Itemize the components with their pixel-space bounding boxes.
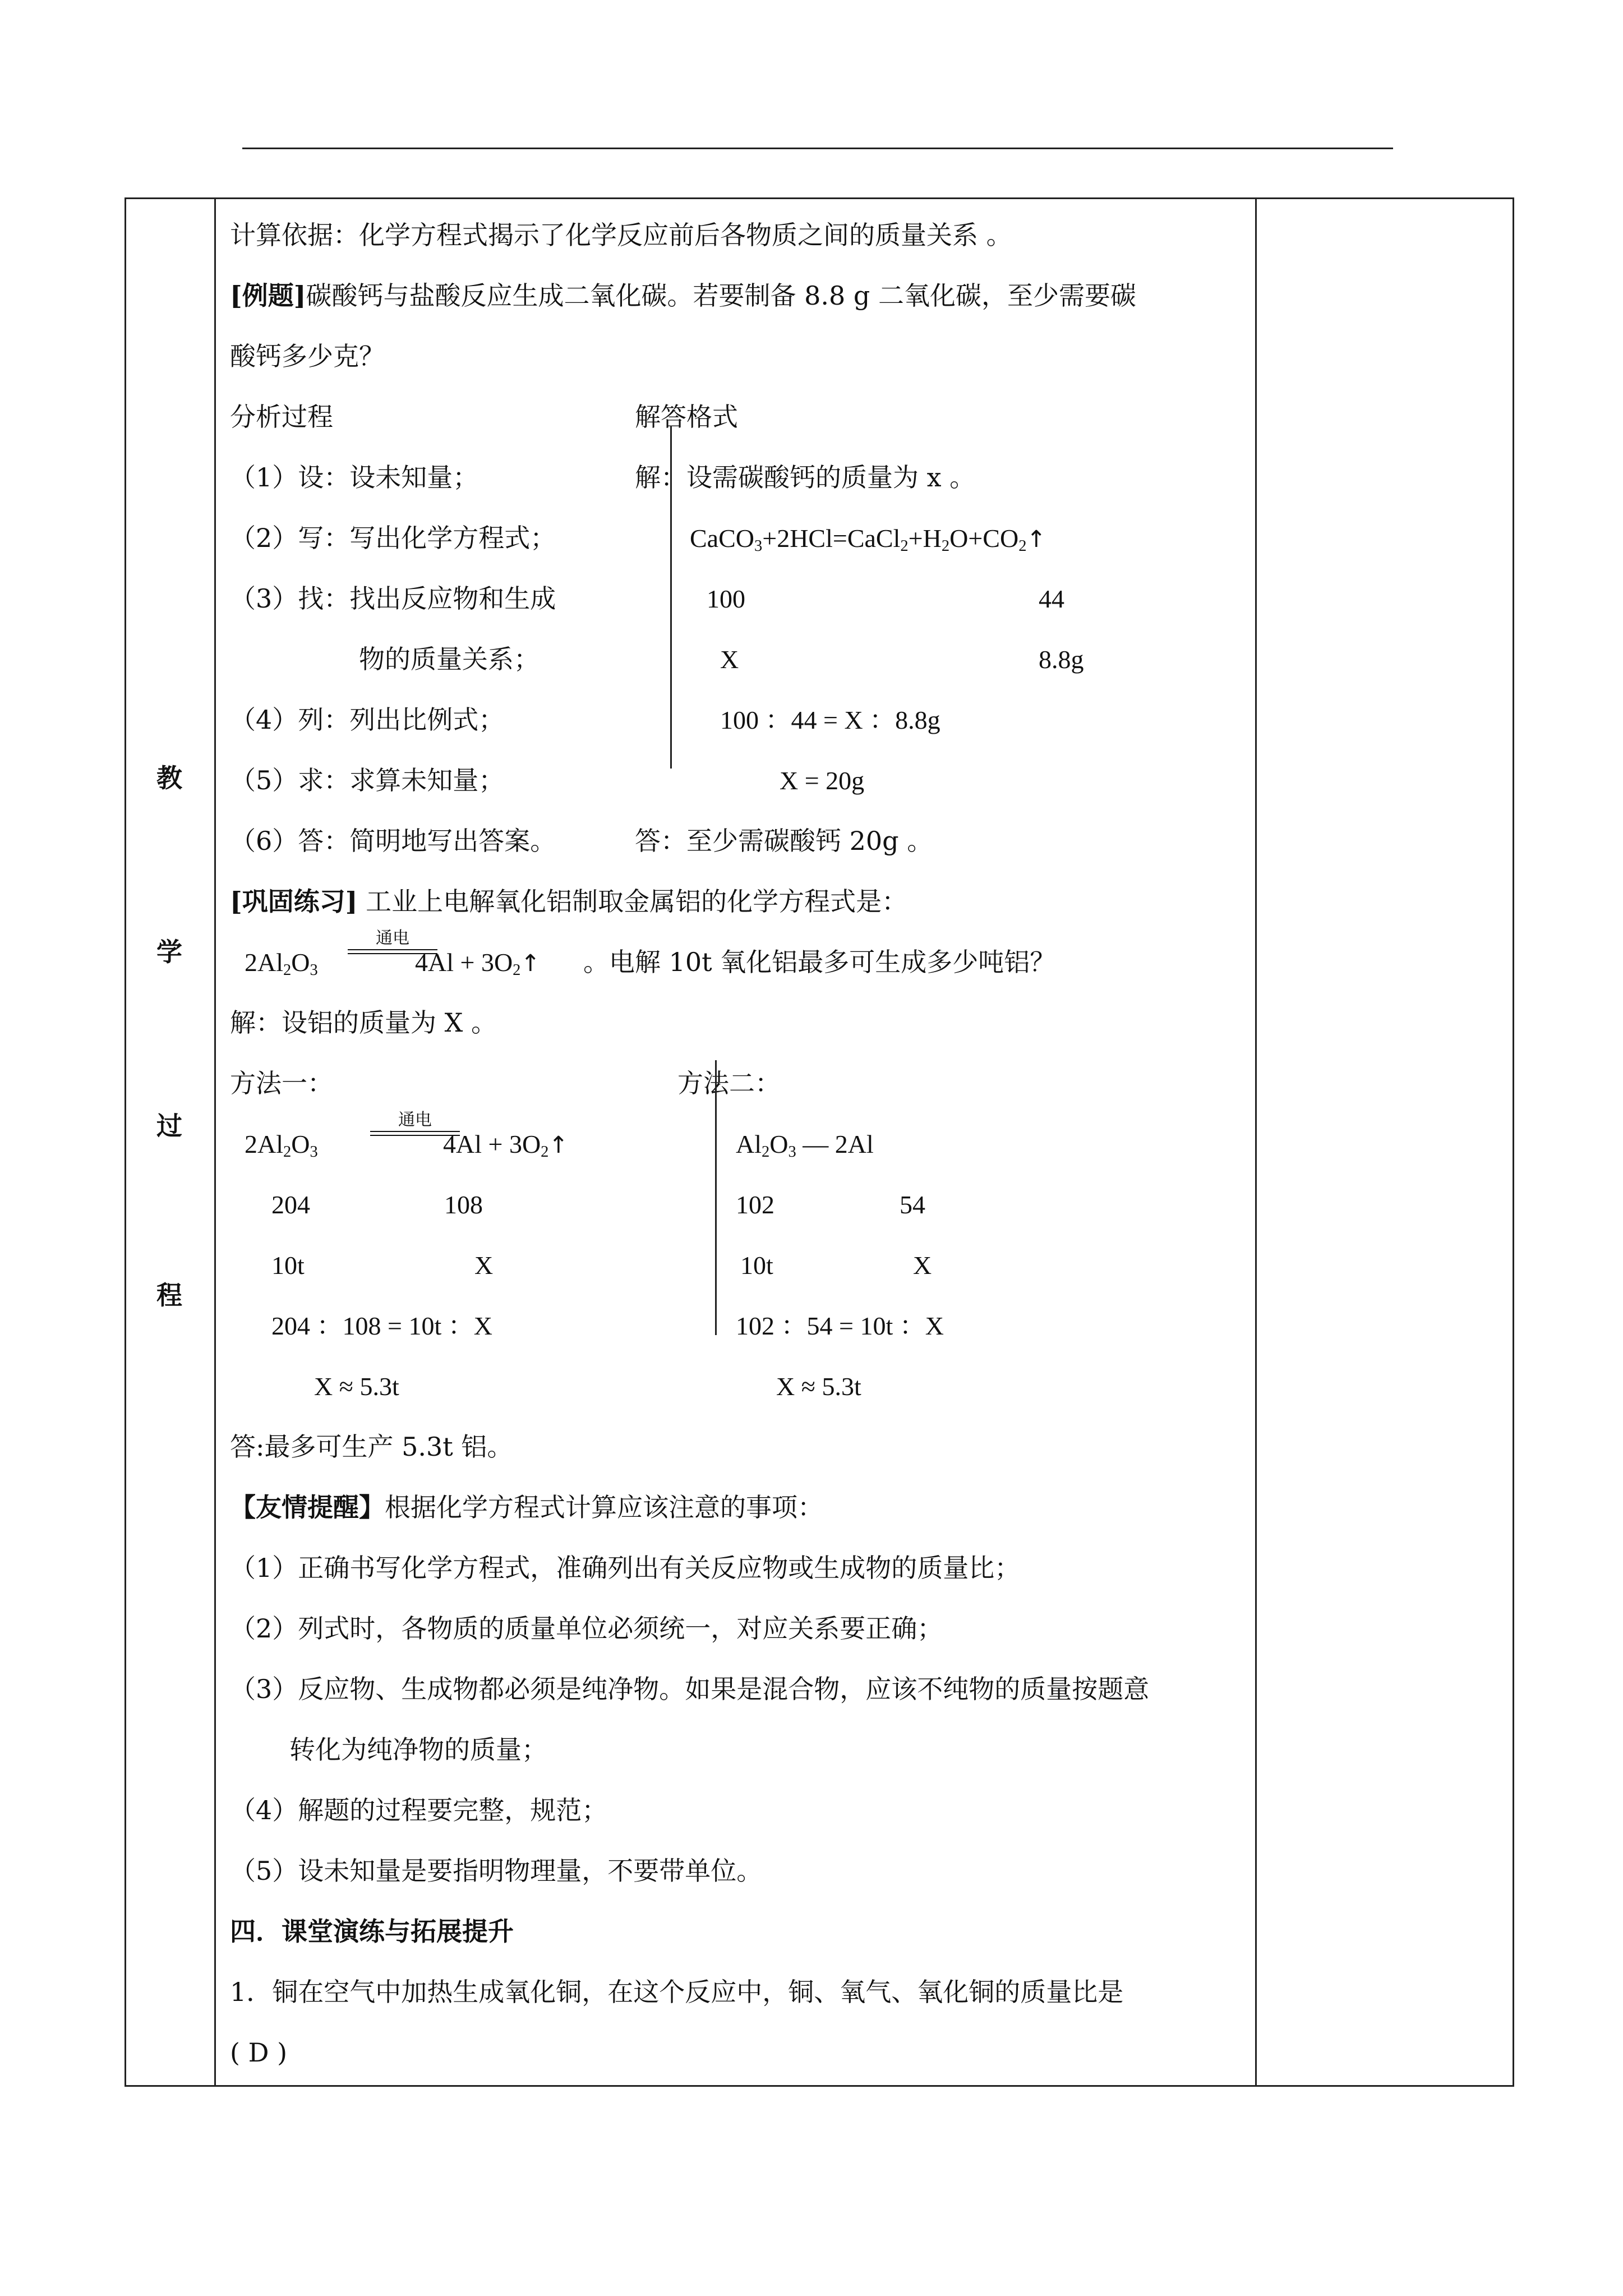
m2-unknown-x: X [913, 1251, 932, 1280]
side-label-char: 程 [156, 1280, 182, 1310]
step-4: （4）列：列出比例式； [230, 705, 505, 735]
m1-mass-10t: 10t [271, 1251, 305, 1280]
method-2-title: 方法二： [677, 1068, 781, 1098]
m2-mass-102: 102 [736, 1190, 774, 1219]
practice-question: 。电解 10t 氧化铝最多可生成多少吨铝？ [583, 947, 1056, 977]
m1-mass-108: 108 [444, 1190, 483, 1219]
m1-equation: $2Al_2O_3$ [245, 1130, 318, 1161]
mass-100: 100 [707, 585, 745, 613]
question-1-line-1: 1．铜在空气中加热生成氧化铜，在这个反应中，铜、氧气、氧化铜的质量比是 [230, 1977, 1124, 2007]
step-3: （3）找：找出反应物和生成 [230, 583, 556, 614]
condition-label: 通电 [376, 928, 409, 948]
example-answer: 答：至少需碳酸钙 20g 。 [635, 826, 933, 856]
answer-format-title: 解答格式 [635, 402, 738, 432]
m1-condition-label: 通电 [398, 1110, 432, 1130]
mass-8-8g: 8.8g [1039, 645, 1084, 674]
side-label-char: 教 [156, 763, 182, 793]
reminder-item-2: （2）列式时，各物质的质量单位必须统一，对应关系要正确； [230, 1613, 943, 1644]
m2-relation: $Al_2O_3$ — 2Al [736, 1130, 874, 1161]
m2-result: X ≈ 5.3t [776, 1372, 861, 1401]
reminder-intro: 根据化学方程式计算应该注意的事项： [385, 1492, 823, 1522]
calculation-basis: 计算依据：化学方程式揭示了化学反应前后各物质之间的质量关系 。 [230, 220, 1012, 250]
example-tag: [例题] [230, 280, 306, 311]
practice-let: 解：设铝的质量为 X 。 [230, 1007, 497, 1038]
step-6: （6）答：简明地写出答案。 [230, 826, 556, 856]
reaction-equation: $CaCO_3+2HCl=CaCl_2+H_2O+CO_2↑$ [690, 524, 1046, 555]
section-4-title: 四．课堂演练与拓展提升 [230, 1916, 514, 1947]
result: X = 20g [780, 766, 865, 795]
ratio-equation: 100 ：44 = X ：8.8g [720, 706, 940, 734]
m2-mass-54: 54 [900, 1190, 925, 1219]
reminder-item-3: （3）反应物、生成物都必须是纯净物。如果是混合物，应该不纯物的质量按题意 [230, 1674, 1150, 1704]
column-divider-left [214, 197, 216, 2087]
m1-mass-204: 204 [271, 1190, 310, 1219]
step-1: （1）设：设未知量； [230, 462, 479, 493]
m2-dash: — [803, 1130, 829, 1158]
reminder-item-4: （4）解题的过程要完整，规范； [230, 1795, 608, 1825]
header-rule [242, 148, 1393, 149]
reminder-heading [230, 1492, 823, 1523]
example-text: 碳酸钙与盐酸反应生成二氧化碳。若要制备 8.8 g 二氧化碳，至少需要碳 [306, 280, 1136, 311]
column-divider-right [1255, 197, 1257, 2087]
reminder-item-5: （5）设未知量是要指明物理量，不要带单位。 [230, 1856, 763, 1886]
method-divider [715, 1060, 717, 1335]
m1-unknown-x: X [474, 1251, 494, 1280]
m1-ratio: 204 ：108 = 10t ：X [271, 1312, 492, 1340]
m2-ratio: 102 ：54 = 10t ：X [736, 1312, 944, 1340]
m1-products: $4Al + 3O_2↑$ [443, 1130, 569, 1161]
mass-44: 44 [1039, 585, 1064, 613]
practice-products: $4Al + 3O_2↑$ [415, 948, 541, 979]
side-label-char: 过 [156, 1111, 182, 1141]
practice-equation: $2Al_2O_3$ [245, 948, 318, 979]
practice-tag: [巩固练习] [230, 886, 358, 917]
practice-intro-text: 工业上电解氧化铝制取金属铝的化学方程式是： [366, 886, 908, 917]
answer-let: 解：设需碳酸钙的质量为 x 。 [635, 462, 976, 493]
side-label-char: 学 [156, 937, 182, 967]
reminder-tag: 【友情提醒】 [230, 1492, 385, 1522]
method-1-title: 方法一： [230, 1068, 333, 1098]
step-5: （5）求：求算未知量； [230, 765, 505, 795]
reminder-item-1: （1）正确书写化学方程式，准确列出有关反应物或生成物的质量比； [230, 1553, 1021, 1583]
unknown-x: X [720, 645, 739, 674]
analysis-title: 分析过程 [230, 402, 333, 432]
question-1-answer: ( D ) [230, 2037, 288, 2068]
m2-mass-10t: 10t [740, 1251, 773, 1280]
m1-result: X ≈ 5.3t [314, 1372, 399, 1401]
example-line-1 [230, 280, 1136, 311]
practice-intro [230, 886, 907, 917]
reminder-item-3-continued: 转化为纯净物的质量； [289, 1734, 547, 1765]
step-2: （2）写：写出化学方程式； [230, 523, 556, 553]
step-3-continued: 物的质量关系； [359, 644, 540, 674]
example-line-2: 酸钙多少克？ [230, 341, 385, 371]
practice-answer: 答:最多可生产 5.3t 铝。 [230, 1432, 513, 1462]
